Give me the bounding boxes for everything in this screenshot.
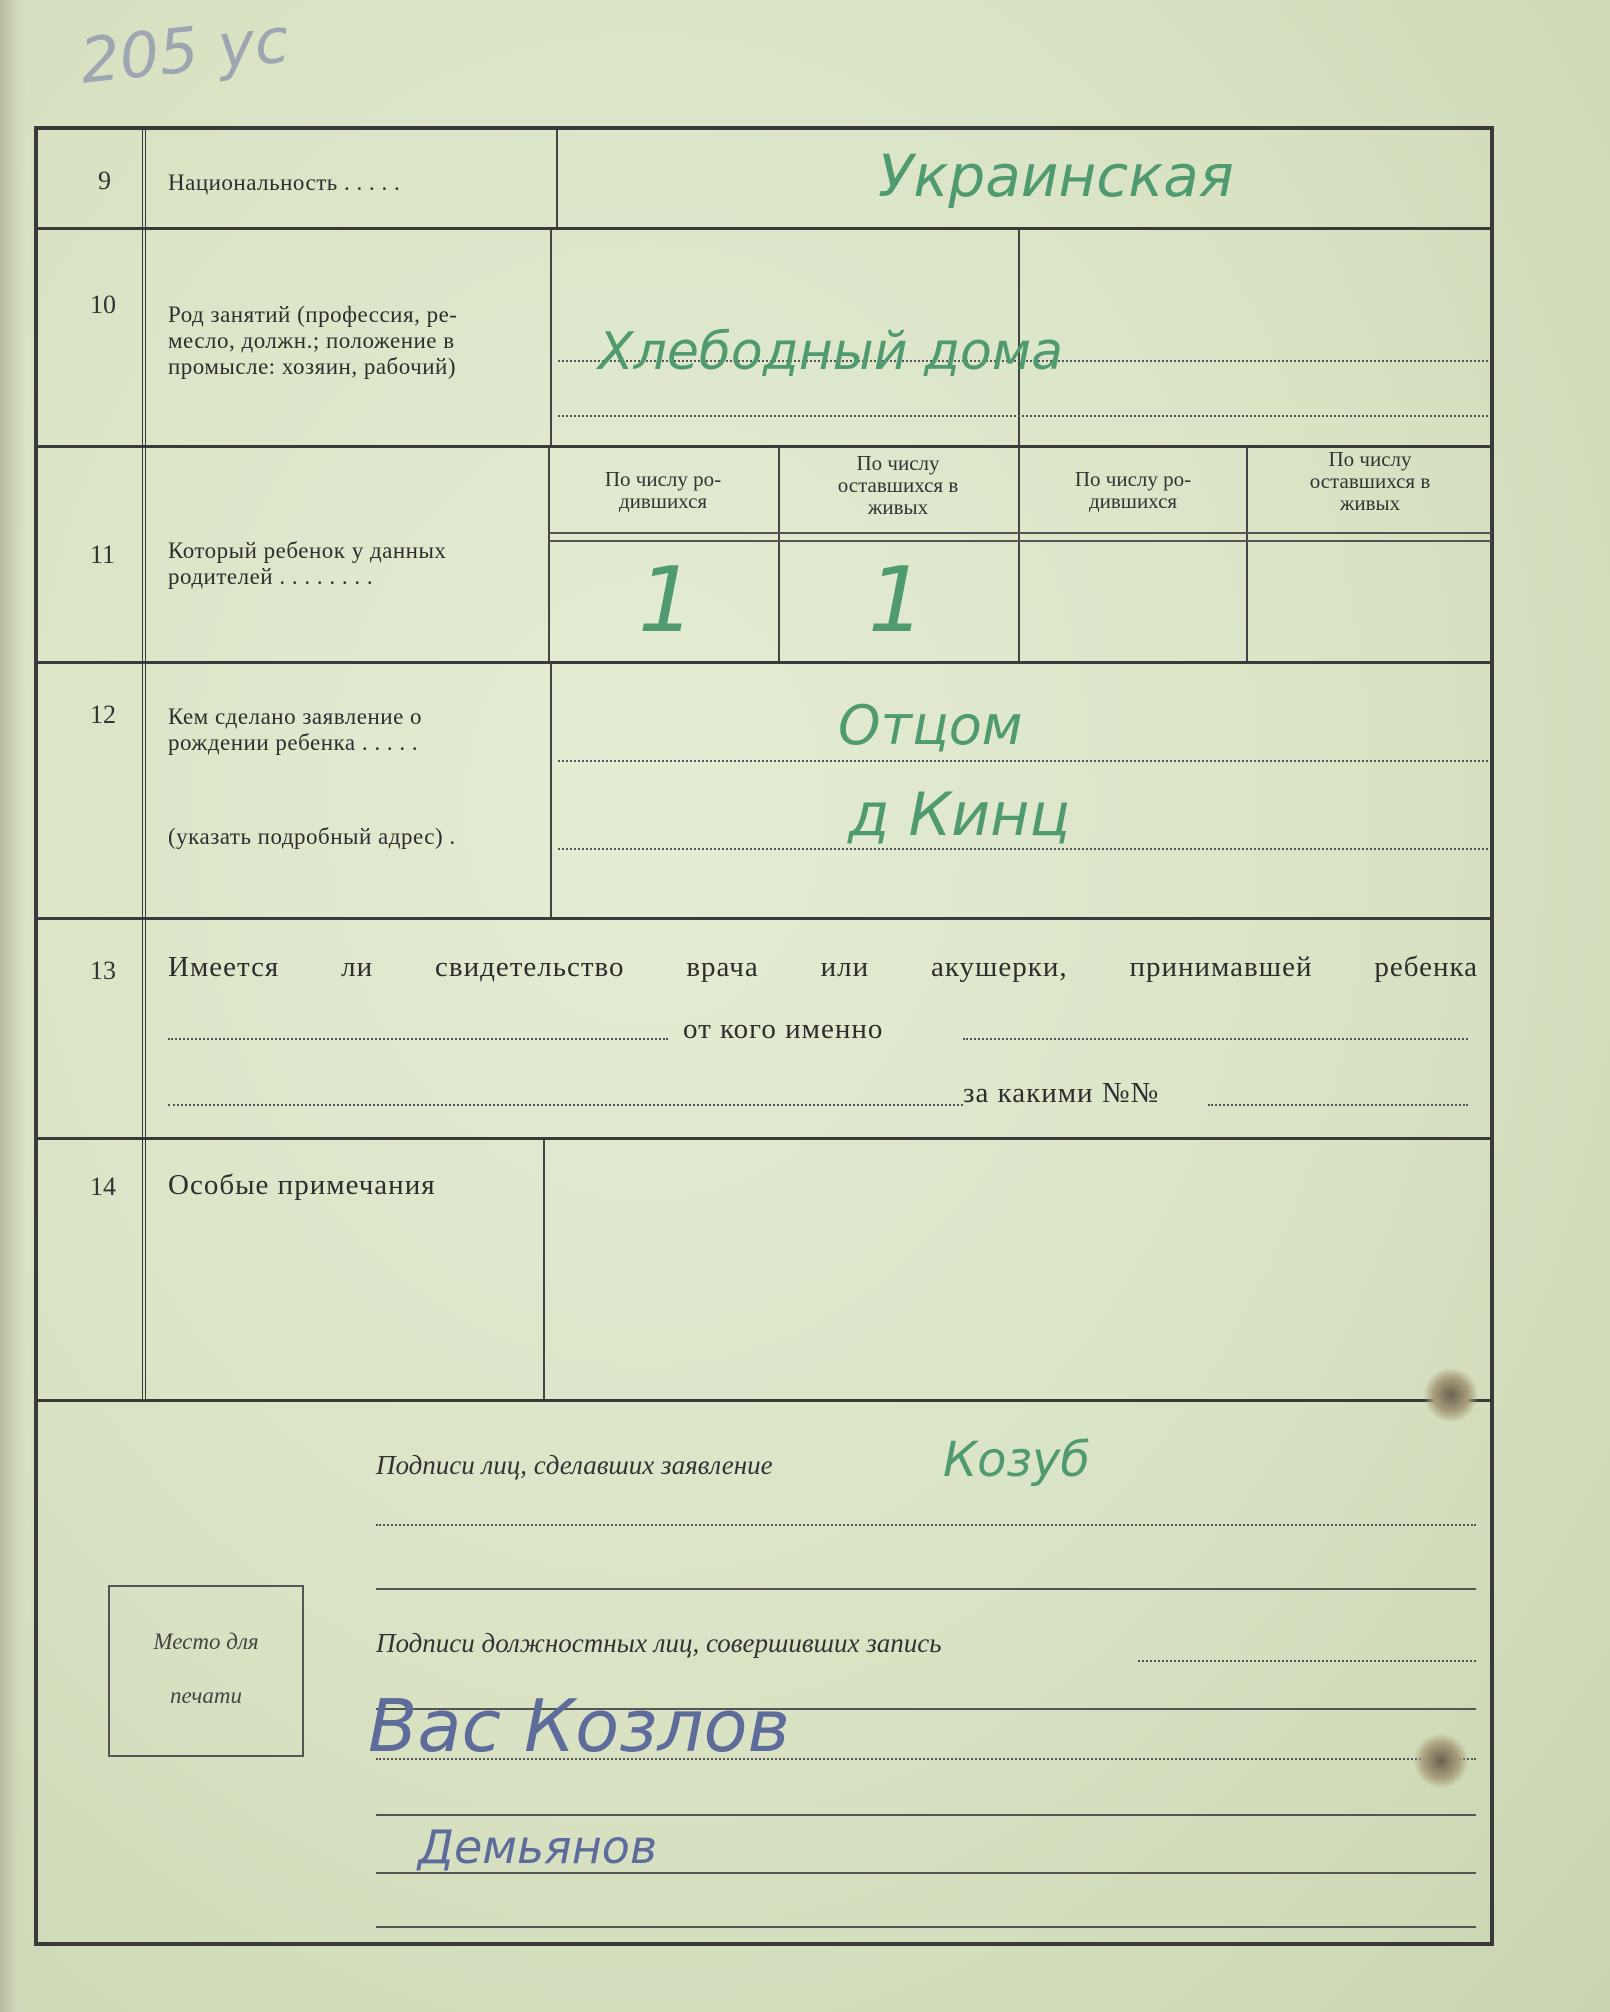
- born-count-value: 1: [638, 548, 696, 653]
- certificate-question: Имеется ли свидетельство врача или акушерки, принимавшей ребенка: [168, 951, 1478, 983]
- row-child-order: [38, 448, 1490, 664]
- archive-corner-note: 205 ус: [76, 3, 293, 98]
- numbers-label: за какими №№: [963, 1077, 1160, 1109]
- officials-signature-label: Подписи должностных лиц, совершивших запись: [376, 1628, 942, 1658]
- row-special-notes: [38, 1140, 1490, 1402]
- row-number: 10: [90, 290, 116, 319]
- address-label: (указать подробный адрес) .: [168, 824, 456, 849]
- row-certificate: [38, 920, 1490, 1140]
- row-occupation: [38, 230, 1490, 448]
- row-label: Особые примечания: [168, 1169, 436, 1201]
- row-label: Национальность . . . . .: [168, 170, 401, 195]
- from-whom-label: от кого именно: [683, 1013, 884, 1045]
- page-edge: [0, 0, 26, 2012]
- row-label: Кем сделано заявление о рождении ребенка . . . . .: [168, 704, 423, 755]
- row-label: Род занятий (профессия, ре- месло, должн.; положение в промысле: хозяин, рабочий): [168, 302, 458, 379]
- row-label: Который ребенок у данных родителей . . . . . . . .: [168, 538, 447, 589]
- official-signature-2: Демьянов: [418, 1820, 658, 1874]
- row-nationality: [38, 130, 1490, 230]
- official-signature-1: Вас Козлов: [368, 1684, 790, 1768]
- row-declarant: [38, 664, 1490, 920]
- subheader-born-1: По числу ро- дившихся: [604, 467, 722, 513]
- stamp-placeholder: Место для печати: [108, 1585, 304, 1757]
- declarant-handwriting: Отцом: [838, 694, 1023, 757]
- row-number: 13: [90, 956, 116, 985]
- row-number: 14: [90, 1172, 116, 1201]
- row-number: 12: [90, 700, 116, 729]
- applicants-signature-label: Подписи лиц, сделавших заявление: [376, 1450, 773, 1480]
- applicant-signature: Козуб: [943, 1432, 1090, 1488]
- row-number: 11: [90, 540, 116, 569]
- binder-hole-top: [1424, 1368, 1478, 1422]
- address-handwriting: д Кинц: [848, 780, 1071, 850]
- subheader-alive-2: По числу оставшихся в живых: [1309, 447, 1431, 515]
- row-number: 9: [98, 166, 111, 195]
- subheader-alive-1: По числу оставшихся в живых: [837, 451, 959, 519]
- binder-hole-bottom: [1414, 1734, 1468, 1788]
- alive-count-value: 1: [868, 548, 926, 653]
- nationality-handwriting: Украинская: [878, 142, 1234, 210]
- subheader-born-2: По числу ро- дившихся: [1074, 467, 1192, 513]
- occupation-handwriting: Хлебодный дома: [598, 322, 1063, 382]
